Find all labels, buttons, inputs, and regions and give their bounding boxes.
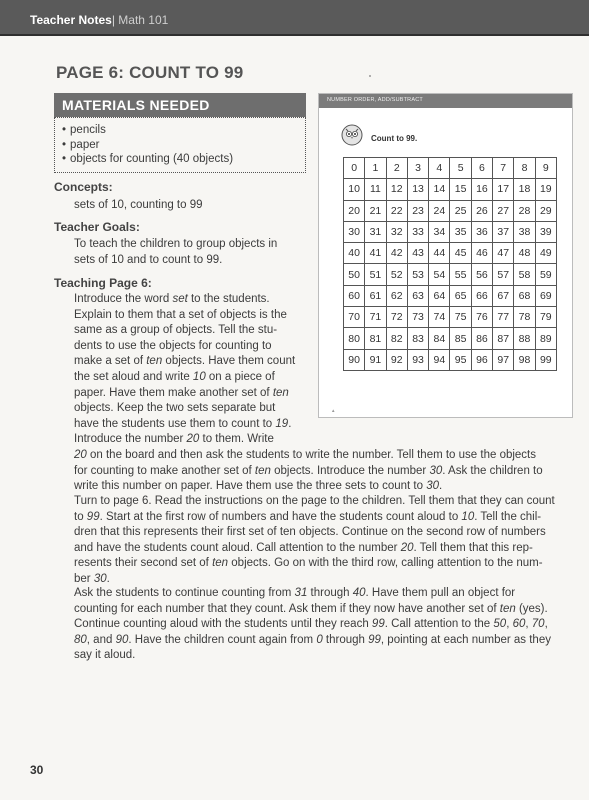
italic-term: 90 [115, 633, 129, 646]
grid-cell: 68 [514, 285, 535, 306]
grid-cell: 3 [407, 158, 428, 179]
grid-cell: 73 [407, 307, 428, 328]
grid-row [344, 158, 557, 179]
grid-cell: 81 [365, 328, 386, 349]
grid-cell: 70 [344, 307, 365, 328]
goals-line: sets of 10 and to count to 99. [74, 253, 223, 266]
materials-item: • pencils [62, 123, 305, 138]
header-section: Teacher Notes [30, 13, 112, 27]
worksheet-preview [318, 93, 573, 418]
paragraph-line: the set aloud and write 10 on a piece of [74, 370, 275, 383]
grid-cell: 19 [535, 179, 556, 200]
grid-cell: 48 [514, 243, 535, 264]
materials-list [54, 117, 306, 173]
grid-cell: 11 [365, 179, 386, 200]
grid-cell: 96 [471, 349, 492, 370]
grid-cell: 82 [386, 328, 407, 349]
grid-cell: 63 [407, 285, 428, 306]
grid-row [344, 264, 557, 285]
grid-cell: 12 [386, 179, 407, 200]
italic-term: 31 [294, 587, 308, 599]
italic-term: set [172, 293, 188, 305]
grid-cell: 36 [471, 221, 492, 242]
header-separator: | [111, 13, 115, 27]
grid-cell: 84 [429, 328, 450, 349]
grid-cell: 61 [365, 285, 386, 306]
grid-cell: 98 [514, 349, 535, 370]
grid-row [344, 285, 557, 306]
grid-cell: 31 [365, 221, 386, 242]
paragraph-line: paper. Have them make another set of ten [74, 386, 289, 399]
grid-cell: 85 [450, 328, 471, 349]
grid-cell: 52 [386, 264, 407, 285]
grid-cell: 32 [386, 221, 407, 242]
grid-cell: 43 [407, 243, 428, 264]
concepts-text: sets of 10, counting to 99 [74, 199, 203, 211]
italic-term: ten [272, 386, 289, 399]
grid-row [344, 179, 557, 200]
italic-term: 19 [275, 417, 289, 430]
paragraph-line: ber 30. [74, 572, 110, 585]
paragraph-line: Ask the students to continue counting from 31 through 40. Have them pull an object for [74, 587, 516, 599]
grid-cell: 39 [535, 221, 556, 242]
grid-cell: 2 [386, 158, 407, 179]
italic-term: 20 [186, 433, 200, 446]
worksheet-header: NUMBER ORDER, ADD/SUBTRACT [327, 97, 423, 103]
goals-text [74, 237, 277, 268]
grid-cell: 62 [386, 285, 407, 306]
paragraph-line: write this number on paper. Have them use the three sets to count to 30. [74, 480, 443, 493]
grid-cell: 78 [514, 307, 535, 328]
running-header [0, 0, 589, 36]
grid-cell: 49 [535, 243, 556, 264]
grid-cell: 18 [514, 179, 535, 200]
grid-cell: 30 [344, 221, 365, 242]
grid-cell: 88 [514, 328, 535, 349]
italic-term: ten [212, 557, 229, 570]
grid-cell: 22 [386, 200, 407, 221]
italic-term: 10 [192, 370, 206, 383]
grid-cell: 4 [429, 158, 450, 179]
grid-cell: 41 [365, 243, 386, 264]
grid-cell: 25 [450, 200, 471, 221]
grid-cell: 33 [407, 221, 428, 242]
grid-cell: 13 [407, 179, 428, 200]
goals-heading: Teacher Goals: [54, 220, 140, 234]
paragraph-line: counting for each number that they count. Ask them if they now have another set of ten (yes). [74, 602, 548, 615]
grid-cell: 9 [535, 158, 556, 179]
grid-cell: 55 [450, 264, 471, 285]
italic-term: 30 [429, 464, 443, 477]
grid-cell: 72 [386, 307, 407, 328]
paragraph-line: 80, and 90. Have the children count again from 0 through 99, pointing at each number as they [74, 633, 551, 646]
italic-term: 30 [93, 572, 107, 585]
print-speck [369, 75, 371, 77]
owl-icon [341, 124, 363, 146]
grid-cell: 80 [344, 328, 365, 349]
teaching-paragraph-2 [74, 494, 570, 588]
grid-cell: 86 [471, 328, 492, 349]
grid-cell: 47 [493, 243, 514, 264]
paragraph-line: dents to use the objects for counting to [74, 339, 272, 352]
paragraph-line: Turn to page 6. Read the instructions on the page to the children. Tell them that they can count [74, 495, 555, 507]
paragraph-line: to 99. Start at the first row of numbers and have the students count aloud to 10. Tell the chil- [74, 510, 542, 523]
grid-row [344, 221, 557, 242]
running-header-title [30, 13, 168, 27]
grid-cell: 67 [493, 285, 514, 306]
italic-term: 99 [86, 510, 100, 523]
grid-cell: 93 [407, 349, 428, 370]
paragraph-line: dren that this represents their first set of ten objects. Continue on the second row of numbers [74, 526, 546, 539]
grid-cell: 34 [429, 221, 450, 242]
italic-term: 40 [352, 587, 366, 599]
page-title: PAGE 6: COUNT TO 99 [56, 63, 244, 82]
grid-cell: 79 [535, 307, 556, 328]
materials-item: • paper [62, 138, 305, 153]
grid-cell: 53 [407, 264, 428, 285]
italic-term: 99 [368, 633, 381, 646]
grid-cell: 89 [535, 328, 556, 349]
hundred-chart [343, 157, 557, 371]
header-course: Math 101 [118, 13, 169, 27]
paragraph-line: say it aloud. [74, 649, 136, 662]
paragraph-line: Introduce the word set to the students. [74, 293, 270, 305]
italic-term: 20 [400, 541, 414, 554]
grid-cell: 97 [493, 349, 514, 370]
italic-term: 0 [316, 633, 323, 646]
grid-cell: 27 [493, 200, 514, 221]
grid-cell: 7 [493, 158, 514, 179]
grid-cell: 69 [535, 285, 556, 306]
grid-cell: 17 [493, 179, 514, 200]
grid-cell: 87 [493, 328, 514, 349]
grid-cell: 71 [365, 307, 386, 328]
materials-item: • objects for counting (40 objects) [62, 152, 305, 167]
grid-cell: 10 [344, 179, 365, 200]
italic-term: 60 [512, 618, 526, 631]
italic-term: 30 [426, 480, 440, 493]
grid-cell: 77 [493, 307, 514, 328]
grid-row [344, 328, 557, 349]
italic-term: ten [499, 602, 516, 615]
italic-term: 70 [531, 618, 545, 631]
grid-cell: 75 [450, 307, 471, 328]
materials-heading: MATERIALS NEEDED [54, 93, 306, 117]
grid-cell: 45 [450, 243, 471, 264]
grid-cell: 65 [450, 285, 471, 306]
paragraph-line: and have the students count aloud. Call attention to the number 20. Tell them that this rep- [74, 541, 533, 554]
grid-cell: 6 [471, 158, 492, 179]
grid-cell: 14 [429, 179, 450, 200]
worksheet-header-bar [319, 94, 572, 108]
paragraph-line: same as a group of objects. Tell the stu- [74, 324, 278, 337]
grid-row [344, 243, 557, 264]
grid-row [344, 307, 557, 328]
grid-cell: 59 [535, 264, 556, 285]
italic-term: 80 [74, 633, 87, 646]
worksheet-instruction: Count to 99. [371, 134, 418, 143]
grid-cell: 40 [344, 243, 365, 264]
grid-cell: 20 [344, 200, 365, 221]
italic-term: 10 [461, 510, 475, 523]
paragraph-line: Introduce the number 20 to them. Write [74, 433, 274, 446]
grid-cell: 83 [407, 328, 428, 349]
grid-cell: 91 [365, 349, 386, 370]
grid-cell: 5 [450, 158, 471, 179]
grid-cell: 16 [471, 179, 492, 200]
grid-cell: 51 [365, 264, 386, 285]
teaching-heading: Teaching Page 6: [54, 276, 152, 290]
concepts-heading: Concepts: [54, 180, 113, 194]
grid-cell: 24 [429, 200, 450, 221]
grid-cell: 64 [429, 285, 450, 306]
grid-cell: 15 [450, 179, 471, 200]
grid-cell: 44 [429, 243, 450, 264]
teaching-paragraph-3 [74, 586, 570, 664]
grid-cell: 57 [493, 264, 514, 285]
italic-term: 99 [371, 618, 385, 631]
grid-cell: 94 [429, 349, 450, 370]
paragraph-line: objects. Keep the two sets separate but [74, 402, 276, 415]
grid-row [344, 349, 557, 370]
grid-cell: 38 [514, 221, 535, 242]
italic-term: ten [146, 355, 163, 368]
grid-cell: 76 [471, 307, 492, 328]
grid-cell: 28 [514, 200, 535, 221]
italic-term: 20 [74, 448, 87, 461]
grid-cell: 37 [493, 221, 514, 242]
paragraph-line: resents their second set of ten objects. Go on with the third row, calling attention to the num- [74, 557, 543, 570]
grid-cell: 74 [429, 307, 450, 328]
grid-cell: 99 [535, 349, 556, 370]
grid-cell: 46 [471, 243, 492, 264]
grid-cell: 90 [344, 349, 365, 370]
paragraph-line: make a set of ten objects. Have them count [74, 355, 296, 368]
grid-cell: 95 [450, 349, 471, 370]
italic-term: ten [254, 464, 271, 477]
paragraph-line: 20 on the board and then ask the students to write the number. Tell them to use the objects [74, 448, 537, 461]
grid-row [344, 200, 557, 221]
paragraph-line: Continue counting aloud with the students until they reach 99. Call attention to the 50, 60, 70, [74, 618, 548, 631]
grid-cell: 42 [386, 243, 407, 264]
grid-cell: 8 [514, 158, 535, 179]
grid-cell: 54 [429, 264, 450, 285]
goals-line: To teach the children to group objects in [74, 238, 278, 250]
grid-cell: 50 [344, 264, 365, 285]
grid-cell: 56 [471, 264, 492, 285]
grid-cell: 58 [514, 264, 535, 285]
grid-cell: 92 [386, 349, 407, 370]
grid-cell: 66 [471, 285, 492, 306]
paragraph-line: have the students use them to count to 19. [74, 417, 292, 430]
paragraph-line: Explain to them that a set of objects is the [74, 308, 287, 321]
grid-cell: 0 [344, 158, 365, 179]
worksheet-footer-mark: ▲ [331, 408, 336, 413]
page-number: 30 [30, 763, 44, 777]
grid-cell: 21 [365, 200, 386, 221]
grid-cell: 23 [407, 200, 428, 221]
grid-cell: 35 [450, 221, 471, 242]
grid-cell: 1 [365, 158, 386, 179]
grid-cell: 26 [471, 200, 492, 221]
paragraph-line: for counting to make another set of ten objects. Introduce the number 30. Ask the children to [74, 464, 543, 477]
grid-cell: 60 [344, 285, 365, 306]
italic-term: 50 [493, 618, 507, 631]
grid-cell: 29 [535, 200, 556, 221]
